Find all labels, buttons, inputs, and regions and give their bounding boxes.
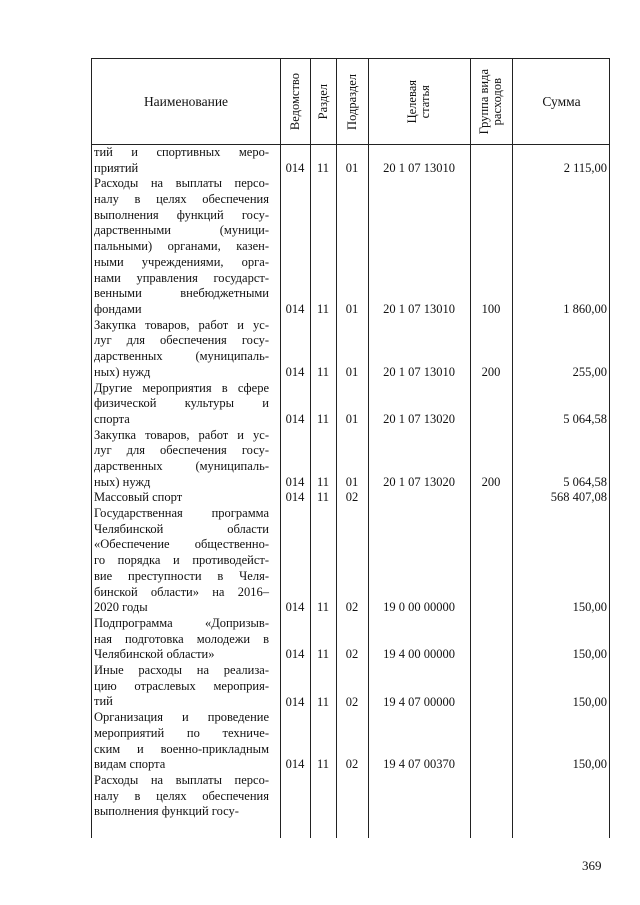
row-target: 20 1 07 13010 <box>383 160 455 175</box>
row-name <box>94 318 269 381</box>
row-name-line: выполнения функций госу- <box>94 207 269 222</box>
row-sec: 11 <box>316 474 330 489</box>
row-name-line: го порядка и противодейст- <box>94 553 269 568</box>
row-name-line: луг для обеспечения госу- <box>94 333 269 348</box>
header-dept <box>280 59 310 144</box>
row-name-line: дарственных (муниципаль- <box>94 349 269 364</box>
row-name-line: цию отраслевых мероприя- <box>94 678 269 693</box>
row-name <box>94 428 269 491</box>
row-name-line: «Обеспечение общественно- <box>94 537 269 552</box>
row-name-line: ским и военно-прикладным <box>94 741 269 756</box>
header-amount <box>512 59 611 144</box>
row-name <box>94 616 269 663</box>
row-target: 19 4 00 00000 <box>383 647 455 662</box>
row-amount: 255,00 <box>572 364 607 379</box>
row-target: 19 0 00 00000 <box>383 600 455 615</box>
row-sub: 01 <box>345 411 359 426</box>
row-amount: 5 064,58 <box>563 411 607 426</box>
row-name-line: дарственных (муниципаль- <box>94 458 269 473</box>
row-target: 20 1 07 13010 <box>383 302 455 316</box>
row-name-line: дарственными (муници- <box>94 223 269 238</box>
row-amount: 150,00 <box>572 647 607 662</box>
row-sub: 01 <box>345 302 359 316</box>
row-name-line: Другие мероприятия в сфере <box>94 380 269 395</box>
row-name <box>94 773 269 820</box>
row-sec: 11 <box>316 411 330 426</box>
header-group <box>470 59 512 144</box>
row-name-line: физической культуры и <box>94 396 269 411</box>
row-sub: 02 <box>345 757 359 772</box>
header-name <box>92 59 280 144</box>
row-name-line: мероприятий по техниче- <box>94 725 269 740</box>
row-name <box>94 506 269 616</box>
row-sec: 11 <box>316 647 330 662</box>
row-name-line: ных) нужд <box>94 364 151 379</box>
row-name-line: 2020 годы <box>94 600 148 615</box>
row-sec: 11 <box>316 694 330 709</box>
row-name-line: луг для обеспечения госу- <box>94 443 269 458</box>
header-dept-label: Ведомство <box>287 72 302 131</box>
row-name-line: Массовый спорт <box>94 490 183 505</box>
row-dept: 014 <box>285 757 305 772</box>
row-name <box>94 710 269 773</box>
row-sec: 11 <box>316 364 330 379</box>
row-name-line: Закупка товаров, работ и ус- <box>94 427 269 442</box>
row-name-line: Иные расходы на реализа- <box>94 663 269 678</box>
row-name-line: видам спорта <box>94 757 166 772</box>
row-dept: 014 <box>285 364 305 379</box>
header-target-label: Целевая статья <box>405 79 432 124</box>
row-name-line: ных) нужд <box>94 474 151 489</box>
row-sec: 11 <box>316 160 330 175</box>
row-sub: 02 <box>345 490 359 505</box>
budget-table <box>91 58 610 838</box>
row-amount: 2 115,00 <box>563 160 607 175</box>
page-number: 369 <box>582 858 602 873</box>
row-name-line: спорта <box>94 411 130 426</box>
row-name-line: Закупка товаров, работ и ус- <box>94 317 269 332</box>
row-sub: 01 <box>345 364 359 379</box>
row-target: 20 1 07 13020 <box>383 411 455 426</box>
row-dept: 014 <box>285 411 305 426</box>
row-amount: 1 860,00 <box>563 302 607 316</box>
row-name <box>94 176 269 317</box>
row-name-line: тий <box>94 694 113 709</box>
row-name-line: Подпрограмма «Допризыв- <box>94 616 269 630</box>
header-section <box>310 59 336 144</box>
row-sub: 01 <box>345 474 359 489</box>
row-amount: 150,00 <box>572 694 607 709</box>
header-subsection <box>336 59 368 144</box>
row-name <box>94 381 269 428</box>
row-group: 100 <box>481 302 501 316</box>
row-name-line: налу в целях обеспечения <box>94 192 269 207</box>
row-name-line: Челябинской области» <box>94 647 215 662</box>
row-amount: 568 407,08 <box>550 490 607 505</box>
row-name-line: Челябинской области <box>94 521 269 536</box>
row-name-line: вие преступности в Челя- <box>94 568 269 583</box>
header-target <box>368 59 470 144</box>
row-name-line: приятий <box>94 160 139 175</box>
row-name-line: Государственная программа <box>94 506 269 521</box>
row-amount: 150,00 <box>572 757 607 772</box>
row-target: 20 1 07 13010 <box>383 364 455 379</box>
row-dept: 014 <box>285 160 305 175</box>
row-amount: 150,00 <box>572 600 607 615</box>
row-name-line: Расходы на выплаты персо- <box>94 773 269 787</box>
row-target: 20 1 07 13020 <box>383 474 455 489</box>
row-group: 200 <box>481 474 501 489</box>
header-name-label: Наименование <box>143 93 229 109</box>
row-target: 19 4 07 00370 <box>383 757 455 772</box>
row-target: 19 4 07 00000 <box>383 694 455 709</box>
row-name-line: венными внебюджетными <box>94 286 269 301</box>
row-dept: 014 <box>285 490 305 505</box>
row-name-line: нами управления государст- <box>94 270 269 285</box>
col-divider <box>470 59 471 838</box>
row-name-line: бинской области» на 2016– <box>94 584 269 599</box>
row-name-line: ными учреждениями, орга- <box>94 254 269 269</box>
row-dept: 014 <box>285 647 305 662</box>
row-sec: 11 <box>316 490 330 505</box>
row-name-line: пальными) органами, казен- <box>94 239 269 254</box>
row-name <box>94 145 269 176</box>
row-sub: 01 <box>345 160 359 175</box>
header-group-label: Группа вида расходов <box>477 68 504 135</box>
row-sub: 02 <box>345 694 359 709</box>
row-name-line: налу в целях обеспечения <box>94 788 269 803</box>
row-group: 200 <box>481 364 501 379</box>
row-sec: 11 <box>316 757 330 772</box>
header-amount-label: Сумма <box>542 93 581 109</box>
row-name-line: тий и спортивных меро- <box>94 145 269 159</box>
row-dept: 014 <box>285 694 305 709</box>
row-name <box>94 663 269 710</box>
row-name <box>94 490 269 506</box>
row-name-line: фондами <box>94 301 142 316</box>
row-name-line: выполнения функций госу- <box>94 804 239 819</box>
row-sub: 02 <box>345 647 359 662</box>
row-dept: 014 <box>285 600 305 615</box>
row-sec: 11 <box>316 600 330 615</box>
row-dept: 014 <box>285 302 305 316</box>
header-subsection-label: Подраздел <box>344 73 359 130</box>
row-sub: 02 <box>345 600 359 615</box>
header-section-label: Раздел <box>315 83 330 120</box>
row-name-line: ная подготовка молодежи в <box>94 631 269 646</box>
row-name-line: Организация и проведение <box>94 710 269 725</box>
row-amount: 5 064,58 <box>563 474 607 489</box>
row-sec: 11 <box>316 302 330 316</box>
row-dept: 014 <box>285 474 305 489</box>
row-name-line: Расходы на выплаты персо- <box>94 176 269 191</box>
